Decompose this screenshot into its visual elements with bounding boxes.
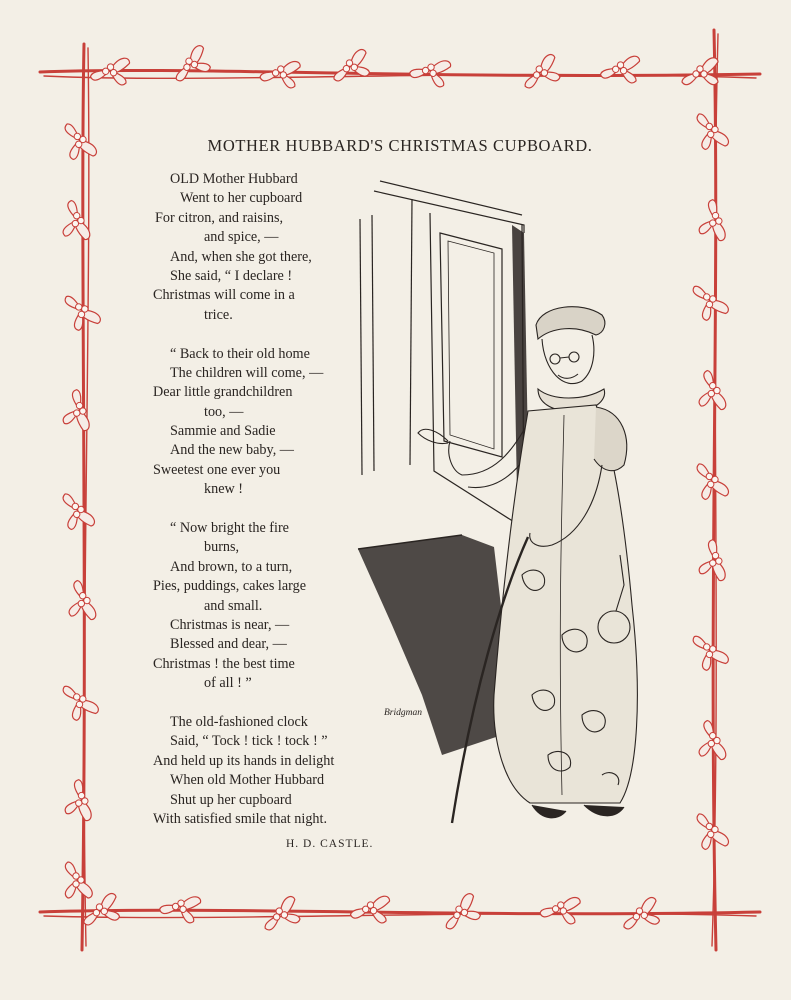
mistletoe-sprig-icon [64, 120, 97, 160]
poem-line: Blessed and dear, — [170, 636, 287, 653]
mistletoe-sprig-icon [62, 389, 100, 432]
poem-line: Christmas ! the best time [153, 655, 295, 672]
poem-line: The old-fashioned clock [170, 713, 308, 730]
poem-line: Said, “ Tock ! tick ! tock ! ” [170, 733, 328, 750]
poem-line: Shut up her cupboard [170, 791, 292, 808]
mistletoe-sprig-icon [692, 278, 730, 321]
mistletoe-sprig-icon [539, 890, 581, 925]
poem-line: She said, “ I declare ! [170, 267, 293, 284]
mistletoe-sprig-icon [62, 200, 95, 240]
mistletoe-sprig-icon [62, 490, 95, 530]
poem-line: “ Now bright the fire [170, 520, 289, 537]
poem-line: And held up its hands in delight [153, 752, 335, 769]
poem-line: and small. [204, 597, 263, 614]
author-credit: H. D. CASTLE. [286, 838, 374, 850]
poem-line: With satisfied smile that night. [153, 810, 327, 827]
poem-line: And brown, to a turn, [170, 558, 293, 575]
poem-line: Christmas is near, — [170, 616, 290, 633]
mistletoe-sprig-icon [692, 628, 730, 671]
poem-line: too, — [204, 403, 244, 420]
mistletoe-sprig-icon [168, 44, 211, 82]
mistletoe-sprig-icon [519, 54, 561, 89]
mistletoe-sprig-icon [350, 891, 390, 924]
mistletoe-sprig-icon [438, 892, 481, 930]
mistletoe-sprig-icon [409, 50, 452, 88]
mistletoe-sprig-icon [698, 539, 736, 582]
poem-line: And the new baby, — [170, 442, 294, 459]
mistletoe-sprig-icon [698, 199, 736, 242]
poem-line: The children will come, — [170, 364, 324, 381]
mistletoe-sprig-icon [600, 51, 640, 84]
poem-line: Dear little grandchildren [153, 384, 293, 401]
artist-signature: Bridgman [384, 708, 422, 718]
poem-line: Sweetest one ever you [153, 461, 281, 478]
poem-line: Went to her cupboard [180, 190, 303, 207]
mistletoe-sprig-icon [259, 896, 301, 931]
mistletoe-sprig-icon [64, 779, 102, 822]
mistletoe-sprig-icon [682, 58, 718, 85]
poem-title: MOTHER HUBBARD'S CHRISTMAS CUPBOARD. [207, 136, 593, 155]
poem-line: OLD Mother Hubbard [170, 171, 298, 187]
poem-line: knew ! [204, 481, 244, 498]
poem-line: Sammie and Sadie [170, 423, 276, 440]
mistletoe-sprig-icon [159, 886, 202, 924]
poem-line: And, when she got there, [170, 248, 312, 265]
poem-line: “ Back to their old home [170, 345, 310, 362]
poem-line: of all ! ” [204, 675, 252, 692]
mistletoe-sprig-icon [62, 678, 100, 721]
poem-line: burns, [204, 539, 240, 556]
poem-line: trice. [204, 306, 233, 323]
mistletoe-sprig-icon [65, 862, 92, 898]
poem-line: When old Mother Hubbard [170, 772, 325, 789]
poem-line: For citron, and raisins, [155, 209, 284, 226]
poem-line: and spice, — [204, 229, 279, 246]
poem-line: Pies, puddings, cakes large [153, 578, 307, 595]
poem-line: Christmas will come in a [153, 287, 295, 304]
mistletoe-sprig-icon [696, 110, 729, 150]
old-woman-at-cupboard-illustration-icon [352, 175, 652, 835]
